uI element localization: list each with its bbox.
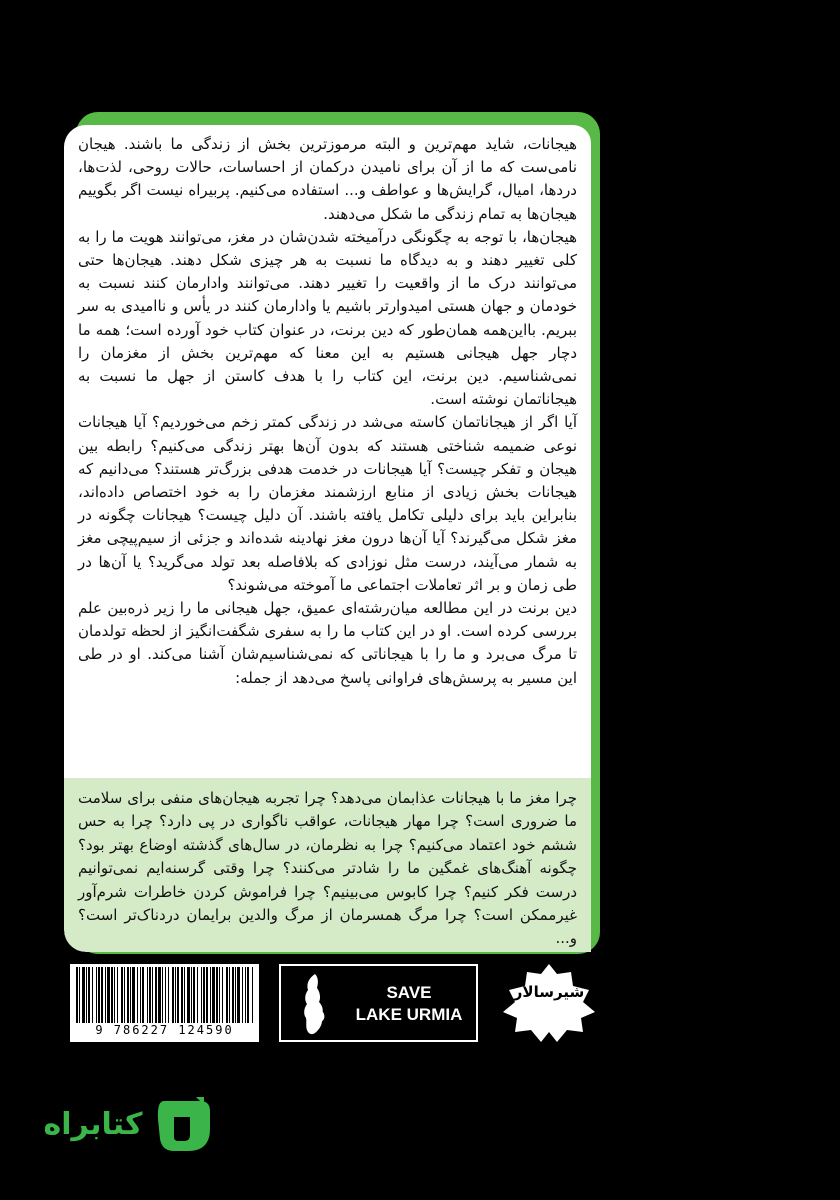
barcode-bar (229, 967, 230, 1023)
barcode-bar (235, 967, 236, 1023)
barcode-bar (226, 967, 228, 1023)
barcode-bar (187, 967, 190, 1023)
barcode-bar (114, 967, 115, 1023)
paragraph-3: آیا اگر از هیجاناتمان کاسته می‌شد در زندگی کمتر زخم می‌خوردیم؟ آیا هیجانات نوعی ضمیمه شناختی هستند که بدون آن‌ها بهتر زندگی می‌کنیم؟ رابطه بین هیجان و تفکر چیست؟ آیا هیجانات در خدمت هدفی بزرگ‌تر هستند؟ می‌دانیم که هیجانات بخش زیادی از منابع ارزشمند مغزمان را به خود اختصاص داده‌اند، بنابراین باید برای دلیلی تکامل یافته باشند. آن دلیل چیست؟ هیجانات چگونه در مغز شکل می‌گیرند؟ آیا آن‌ها درون مغز نهادینه شده‌اند و جزئی از سیم‌پیچی مغز به شمار می‌آیند، درست مثل نوزادی که بلافاصله بعد تولد می‌گرید؟ یا آن‌ها در طی زمان و بر اثر تعاملات اجتماعی ما آموخته می‌شوند؟ (78, 413, 577, 594)
barcode-bar (237, 967, 240, 1023)
barcode-bar (142, 967, 144, 1023)
description-text (64, 125, 591, 690)
barcode-bar (252, 967, 253, 1023)
barcode-bar (232, 967, 234, 1023)
barcode-bar (137, 967, 138, 1023)
barcode-bar (197, 967, 198, 1023)
barcode-bar (127, 967, 129, 1023)
save-lake-urmia-badge (279, 964, 478, 1042)
barcode-bar (149, 967, 151, 1023)
barcode-bar (222, 967, 223, 1023)
save-lake-urmia-text (347, 982, 471, 1026)
barcode-bar (168, 967, 169, 1023)
barcode-bar (216, 967, 218, 1023)
barcode-bar (88, 967, 90, 1023)
paragraph-2: هیجان‌ها، با توجه به چگونگی درآمیخته شدن‌شان در مغز، می‌توانند هویت ما را به کلی تغییر دهند و به دیدگاه ما نسبت به هر چیزی شکل دهند. هیجان‌ها حتی می‌توانند درک ما از واقعیت را تغییر دهند. می‌توانند وادارمان کنند نسبت به خودمان و جهان هستی امیدوارتر باشیم یا وادارمان کنند در یأس و ناامیدی به سر ببریم. بااین‌همه همان‌طور که دین برنت، در عنوان کتاب خود آورده است؛ همه ما دچار جهل هیجانی هستیم به این معنا که مهم‌ترین بخش از مغزمان را نمی‌شناسیم. دین برنت، این کتاب را با هدف کاستن از جهل ما نسبت به هیجاناتمان نوشته است. (78, 227, 577, 409)
barcode-bar (162, 967, 163, 1023)
questions-box (64, 778, 591, 952)
barcode-bar (191, 967, 192, 1023)
barcode-bar (184, 967, 185, 1023)
paragraph-4: دین برنت در این مطالعه میان‌رشته‌ای عمیق، جهل هیجانی ما را زیر ذره‌بین علم بررسی کرده است. او در این کتاب ما را به سفری شگفت‌انگیز از لحظه تولدمان تا مرگ می‌برد و ما را با هیجاناتی که نمی‌شناسیم‌شان آشنا می‌کند. او در طی این مسیر به پرسش‌های فراوانی پاسخ می‌دهد از جمله: (78, 599, 577, 687)
barcode-bar (152, 967, 153, 1023)
lake-urmia-map-icon (293, 972, 337, 1038)
questions-text: چرا مغز ما با هیجانات عذابمان می‌دهد؟ چرا تجربه هیجان‌های منفی برای سلامت ما ضروری است؟ چرا مهار هیجانات، عواقب ناگواری در پی دارد؟ چرا به حس ششم خود اعتماد می‌کنیم؟ چرا به نظرمان، در سال‌های گذشته اوضاع بهتر بود؟ چگونه آهنگ‌های غمگین ما را شادتر می‌کنند؟ چرا وقتی گرسنه‌ایم نمی‌توانیم درست فکر کنیم؟ چرا کابوس می‌بینیم؟ چرا فراموش کردن خاطرات شرم‌آور غیرممکن است؟ چرا مرگ همسرمان از مرگ والدین برایمان دردناک‌تر است؟ و... (78, 789, 577, 948)
barcode-bar (165, 967, 166, 1023)
save-text: SAVE (386, 983, 432, 1002)
barcode-bar (105, 967, 106, 1023)
barcode-bar (121, 967, 123, 1023)
barcode-bar (79, 967, 80, 1023)
publisher-name: شیرسالار (513, 983, 585, 1001)
barcode-bar (155, 967, 157, 1023)
barcode-digits: 9 786227 124590 (95, 1023, 234, 1037)
barcode-bar (92, 967, 93, 1023)
barcode-bar (98, 967, 100, 1023)
barcode (70, 964, 259, 1042)
barcode-bar (201, 967, 202, 1023)
barcode-bar (82, 967, 85, 1023)
barcode-bar (242, 967, 243, 1023)
barcode-bar (117, 967, 118, 1023)
barcode-bars (74, 967, 255, 1023)
barcode-bar (132, 967, 135, 1023)
barcode-bar (140, 967, 141, 1023)
barcode-bar (193, 967, 195, 1023)
barcode-bar (147, 967, 148, 1023)
barcode-bar (111, 967, 113, 1023)
barcode-bar (172, 967, 174, 1023)
barcode-bar (130, 967, 131, 1023)
barcode-bar (210, 967, 211, 1023)
barcode-bar (206, 967, 208, 1023)
barcode-bar (76, 967, 78, 1023)
barcode-bar (175, 967, 176, 1023)
barcode-bar (177, 967, 179, 1023)
barcode-bar (203, 967, 205, 1023)
lake-urmia-text: LAKE URMIA (355, 1005, 463, 1024)
barcode-bar (124, 967, 125, 1023)
barcode-bar (212, 967, 215, 1023)
ketabrah-name: کتابراه (43, 1107, 143, 1142)
barcode-bar (86, 967, 87, 1023)
barcode-bar (181, 967, 183, 1023)
barcode-bar (247, 967, 249, 1023)
description-panel (64, 125, 591, 952)
publisher-logo-badge (499, 962, 599, 1044)
paragraph-1: هیجانات، شاید مهم‌ترین و البته مرموزترین بخش از زندگی ما باشند. هیجان نامی‌ست که ما از آن برای نامیدن درکمان از احساسات، حالات روحی، لذت‌ها، دردها، امیال، گرایش‌ها و عواطف و... استفاده می‌کنیم. پربیراه نیست اگر بگوییم هیجان‌ها به تمام زندگی ما شکل می‌دهند. (78, 135, 577, 223)
barcode-bar (219, 967, 220, 1023)
barcode-bar (245, 967, 246, 1023)
barcode-bar (107, 967, 110, 1023)
barcode-bar (96, 967, 97, 1023)
description-body (64, 125, 591, 778)
barcode-bar (158, 967, 161, 1023)
barcode-bar (101, 967, 103, 1023)
